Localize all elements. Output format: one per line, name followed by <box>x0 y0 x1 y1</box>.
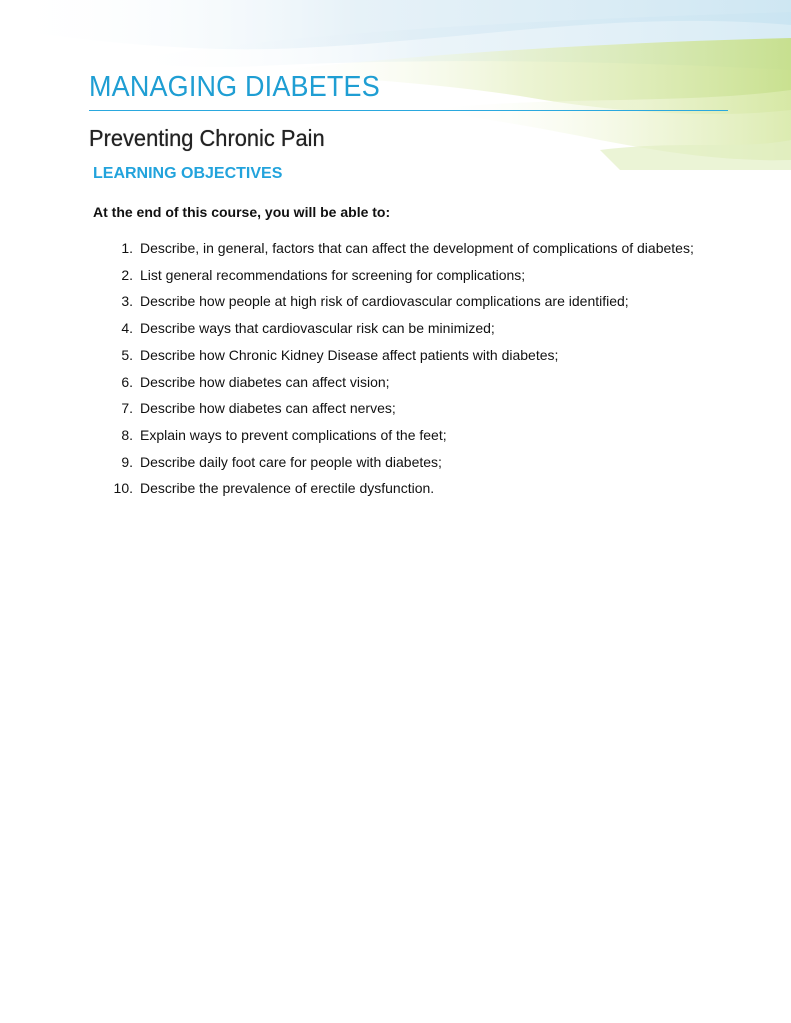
objective-item <box>0 342 700 369</box>
objective-text: Explain ways to prevent complications of the feet; <box>140 426 447 443</box>
objective-number: 4. <box>121 320 133 337</box>
objective-item <box>0 422 700 449</box>
objective-number: 9. <box>121 453 133 470</box>
objective-text: Describe how Chronic Kidney Disease affect patients with diabetes; <box>140 346 559 363</box>
objective-number: 8. <box>121 426 133 443</box>
title-divider <box>89 110 728 111</box>
section-heading: LEARNING OBJECTIVES <box>93 165 283 182</box>
objectives-list <box>0 235 791 502</box>
document-title: MANAGING DIABETES <box>89 71 380 103</box>
objective-number: 2. <box>121 266 133 283</box>
objective-text: Describe, in general, factors that can affect the development of complications of diabetes; <box>140 240 694 256</box>
objective-number: 10. <box>113 480 133 497</box>
objective-number: 5. <box>121 346 133 363</box>
objective-text: Describe ways that cardiovascular risk can be minimized; <box>140 320 495 337</box>
objective-text: List general recommendations for screening for complications; <box>140 266 526 283</box>
objective-item <box>0 369 700 396</box>
objective-text: Describe how people at high risk of cardiovascular complications are identified; <box>140 293 629 310</box>
objective-item <box>0 235 700 262</box>
objective-item <box>0 262 700 289</box>
objective-item <box>0 475 700 502</box>
objective-number: 3. <box>121 293 133 310</box>
objective-item <box>0 288 700 315</box>
objective-item <box>0 449 700 476</box>
document-subtitle: Preventing Chronic Pain <box>89 125 325 151</box>
objective-item <box>0 395 700 422</box>
objective-text: Describe daily foot care for people with diabetes; <box>140 453 442 470</box>
objective-number: 1. <box>121 240 133 256</box>
objective-text: Describe how diabetes can affect nerves; <box>140 400 396 417</box>
objective-item <box>0 315 700 342</box>
objective-number: 6. <box>121 373 133 390</box>
objective-text: Describe how diabetes can affect vision; <box>140 373 390 390</box>
section-intro: At the end of this course, you will be able to: <box>93 204 391 220</box>
objective-text: Describe the prevalence of erectile dysfunction. <box>140 480 435 497</box>
objective-number: 7. <box>121 400 133 417</box>
